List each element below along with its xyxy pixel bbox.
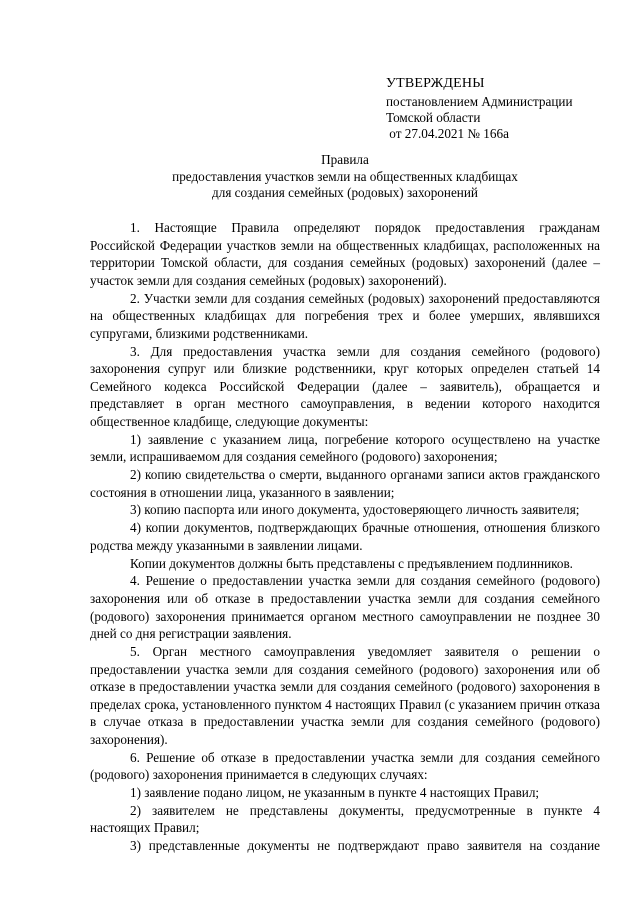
list-item: 3) копию паспорта или иного документа, удостоверяющего личность заявителя; bbox=[130, 502, 580, 518]
document-title bbox=[90, 152, 600, 202]
paragraph-copies: Копии документов должны быть представлены с предъявлением подлинников. bbox=[130, 555, 573, 571]
approval-line: от 27.04.2021 № 166а bbox=[386, 126, 509, 141]
approval-stamp bbox=[386, 76, 626, 142]
list-item: 2) копию свидетельства о смерти, выданного органами записи актов гражданского состояния в отношении лица, указанного в заявлении; bbox=[90, 467, 600, 500]
approval-line: постановлением Администрации bbox=[386, 94, 573, 109]
approval-line: Томской области bbox=[386, 110, 481, 125]
paragraph-5: 5. Орган местного самоуправления уведомляет заявителя о решении о предоставлении участка земли для создания семейного (родового) захоронения или об отказе в предоставлении участка земли для создания семейного (родового) захоронения в пределах срока, установленного пунктом 4 настоящих Правил (с указанием причин отказа в случае отказа в предоставлении участка земли для создания семейного (родового) захоронения). bbox=[90, 643, 600, 747]
list-item: 1) заявление с указанием лица, погребение которого осуществлено на участке земли, испрашиваемом для создания семейного (родового) захоронения; bbox=[90, 431, 600, 465]
paragraph-3: 3. Для предоставления участка земли для создания семейного (родового) захоронения супруг или близкие родственники, круг которых определен статьей 14 Семейного кодекса Российской Федерации (далее – заявитель), обращается и представляет в орган местного самоуправления, в ведении которого находится общественное кладбище, следующие документы: bbox=[90, 343, 600, 429]
title-line: предоставления участков земли на общественных кладбищах bbox=[172, 168, 518, 184]
approval-heading: УТВЕРЖДЕНЫ bbox=[386, 76, 485, 91]
list-item: 4) копии документов, подтверждающих брачные отношения, отношения близкого родства между указанными в заявлении лицами. bbox=[90, 520, 600, 553]
list-item: 1) заявление подано лицом, не указанным в пункте 4 настоящих Правил; bbox=[130, 785, 540, 801]
paragraph-4: 4. Решение о предоставлении участка земли для создания семейного (родового) захоронения или об отказе в предоставлении участка земли для создания семейного (родового) захоронения принимается органом местного самоуправлении не позднее 30 дней со дня регистрации заявления. bbox=[90, 573, 600, 642]
paragraph-2: 2. Участки земли для создания семейных (родовых) захоронений предоставляются на общественных кладбищах для погребения трех и более умерших, являвшихся супругами, близкими родственниками. bbox=[90, 290, 600, 341]
title-line: для создания семейных (родовых) захоронений bbox=[212, 185, 478, 200]
document-body bbox=[90, 219, 600, 855]
list-item: 3) представленные документы не подтверждают право заявителя на создание bbox=[130, 838, 600, 854]
list-item: 2) заявителем не представлены документы, предусмотренные в пункте 4 настоящих Правил; bbox=[90, 802, 600, 836]
title-line: Правила bbox=[321, 152, 369, 167]
paragraph-1: 1. Настоящие Правила определяют порядок предоставления гражданам Российской Федерации участков земли на общественных кладбищах, расположенных на территории Томской области, для создания семейных (родовых) захоронений (далее – участок земли для создания семейных (родовых) захоронений). bbox=[90, 220, 600, 288]
paragraph-6: 6. Решение об отказе в предоставлении участка земли для создания семейного (родового) захоронения принимается в следующих случаях: bbox=[90, 749, 600, 783]
